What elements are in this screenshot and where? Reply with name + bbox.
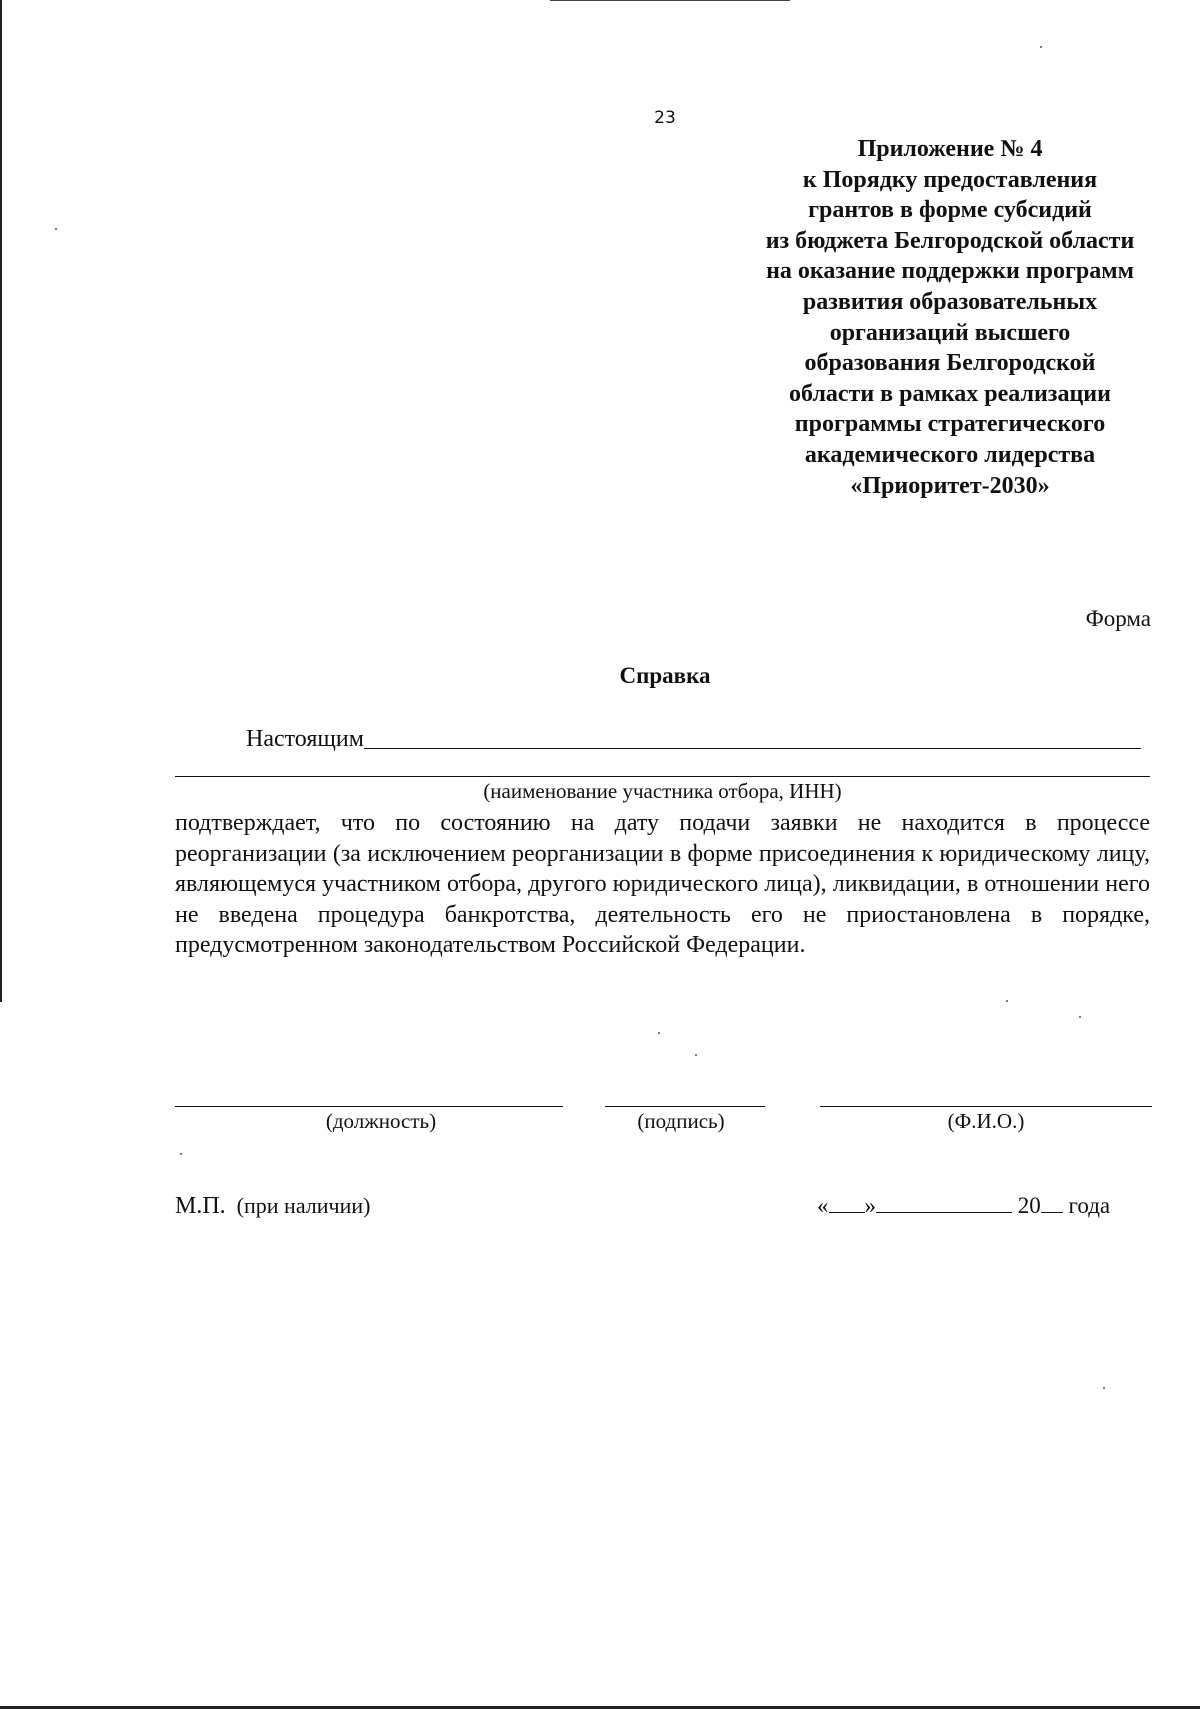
appendix-line: программы стратегического: [794, 411, 1106, 438]
intro-word: Настоящим: [246, 726, 364, 752]
appendix-line: развития образовательных: [802, 288, 1098, 315]
scan-speck: [180, 1153, 182, 1155]
year-blank[interactable]: [1041, 1194, 1063, 1213]
month-blank[interactable]: [876, 1194, 1012, 1213]
appendix-line: Приложение № 4: [857, 136, 1043, 162]
fio-blank[interactable]: [820, 1106, 1152, 1107]
document-title: Справка: [619, 663, 711, 688]
appendix-line: на оказание поддержки программ: [766, 258, 1134, 285]
appendix-line: грантов в форме субсидий: [808, 197, 1092, 224]
scan-speck: [658, 1032, 660, 1034]
participant-name-caption: (наименование участника отбора, ИНН): [483, 779, 842, 803]
date-century: 20: [1017, 1193, 1041, 1218]
position-blank[interactable]: [175, 1106, 563, 1107]
participant-name-row: [246, 722, 1141, 752]
stamp-placeholder: [175, 1193, 370, 1220]
appendix-header: [730, 134, 1170, 501]
date-close-quote: »: [864, 1193, 876, 1218]
participant-name-blank-second[interactable]: [175, 776, 1150, 777]
scan-speck: [1006, 1000, 1008, 1002]
day-blank[interactable]: [829, 1194, 865, 1213]
scan-speck: [1103, 1387, 1105, 1389]
scan-edge-left: [0, 0, 2, 1002]
position-caption: (должность): [325, 1109, 437, 1133]
appendix-line: из бюджета Белгородской области: [765, 227, 1135, 254]
date-year-word: года: [1068, 1193, 1111, 1218]
body-text: подтверждает, что по состоянию на дату подачи заявки не находится в процессе реорганизации (за исключением реорганизации в форме присоединения к юридическому лицу, являющемуся участником отбора, другого юридического лица), ликвидации, в отношении него не введена процедура банкротства, деятельность его не приостановлена в порядке, предусмотренном законодательством Российской Федерации.: [175, 810, 1150, 958]
form-label: Форма: [1085, 606, 1151, 631]
appendix-line: «Приоритет-2030»: [850, 472, 1050, 499]
signature-blank[interactable]: [605, 1106, 765, 1107]
scan-edge-top: [550, 0, 790, 1]
scan-speck: [55, 228, 57, 230]
scan-speck: [1079, 1016, 1081, 1018]
stamp-mp: М.П.: [175, 1193, 226, 1219]
page-number: 23: [654, 108, 676, 128]
appendix-line: области в рамках реализации: [789, 380, 1111, 407]
appendix-line: организаций высшего: [829, 319, 1071, 346]
fio-caption: (Ф.И.О.): [947, 1109, 1025, 1133]
date-field: [817, 1193, 1157, 1219]
scan-speck: [1040, 46, 1042, 48]
participant-name-blank[interactable]: [364, 748, 1141, 749]
appendix-line: академического лидерства: [804, 441, 1096, 468]
stamp-note: (при наличии): [236, 1193, 371, 1218]
appendix-line: к Порядку предоставления: [802, 166, 1098, 193]
date-open-quote: «: [817, 1193, 829, 1218]
scan-speck: [695, 1054, 697, 1056]
appendix-line: образования Белгородской: [804, 350, 1096, 377]
signature-caption: (подпись): [637, 1109, 725, 1133]
